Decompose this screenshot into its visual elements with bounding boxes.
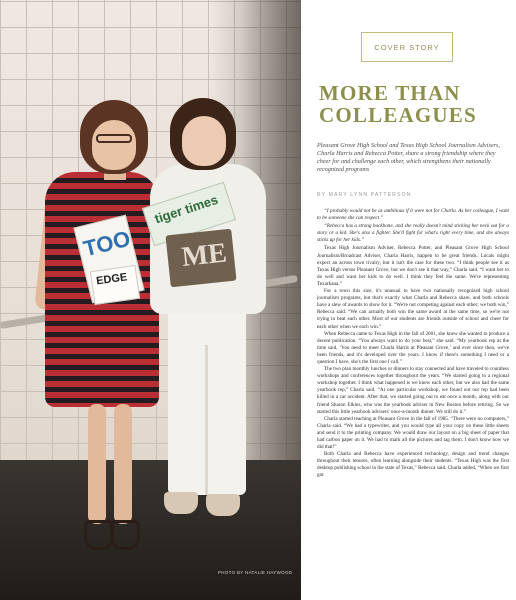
- body-paragraph: For a town this size, it's unusual to have two nationally recognized high school journalism programs, but that's exactly what Charla and Rebecca share, and both schools have a slew of awards to show for it. “We're not competing against each other; we both win,” Rebecca said. “We can actually both win the same award at the same time, so we're not trying to beat each other. Most of our students are friends outside of school and cheer for each other when we each win.”: [317, 288, 509, 330]
- article-body: [317, 208, 509, 598]
- byline: BY MARY LYNN PATTERSON: [317, 192, 412, 198]
- yearbook-me: [165, 229, 236, 288]
- section-label: COVER STORY: [374, 42, 440, 52]
- article-column: [301, 0, 516, 600]
- floor: [0, 460, 301, 600]
- yearbook-me-title: ME: [180, 237, 229, 273]
- dek: Pleasant Grove High School and Texas High School Journalism Advisers, Charla Harris and Rebecca Potter, share a strong friendship where they cheer for and challenge each other, which strengthens their nationally recognized programs: [317, 142, 500, 173]
- magazine-edge: [90, 265, 140, 305]
- body-paragraph: Texas High Journalism Adviser, Rebecca Potter, and Pleasant Grove High School Journalism/Broadcast Adviser, Charla Harris, happen to be great friends. Locals might expect an across town rivalry, but it isn't the case for these two. “I think people see it as Texas High versus Pleasant Grove, but we don't see it that way,” Charla said. “I want her to do well and want her kids to do well. I think they feel the same. We're representing Texarkana.”: [317, 245, 509, 287]
- magazine-edge-title: EDGE: [95, 271, 129, 288]
- newspaper-tiger-times-title: tiger times: [152, 191, 220, 227]
- section-label-box: [361, 32, 453, 62]
- body-paragraph: When Rebecca came to Texas High in the fall of 2001, she knew she wanted to produce a decent publication. “You always want to do your best,” she said. “My yearbook rep at the time said, ‘You need to meet Charla Harris at Pleasant Grove,’ and ever since then, we've been friends, and it's developed over the years. I know if there's something I need or a question I have, she's the first one I call.”: [317, 330, 509, 365]
- body-paragraph: The two plan monthly lunches or dinners to stay connected and have traveled to countless workshops and conferences together throughout the years. “We started going to a regional workshop together. I think what happened is we knew each other, but we also had the same yearbook rep,” Charla said. “At one particular workshop, we found out our rep had been killed in a car accident. After that, we started going out to eat once a month, along with our friend Sharon Elkins, who was the yearbook adviser in New Boston before retiring. So we started this little yearbook advisers' once-a-month dinner. We still do it.”: [317, 366, 509, 415]
- headline: MORE THAN COLLEAGUES: [319, 81, 477, 127]
- pull-quote: “Rebecca has a strong backbone, and she really doesn't mind sticking her neck out for a story or a kid. She's also a fighter. She'll fight for what's right every time, and she always sticks up for her kids.”: [317, 223, 509, 244]
- pull-quote: “I probably would not be as ambitious if it were not for Charla. As her colleague, I want to be someone she can respect.”: [317, 208, 509, 222]
- magazine-too-title: TOO: [80, 225, 133, 262]
- body-paragraph: Both Charla and Rebecca have experienced technology, design and trend changes throughout their tenures, often learning alongside their students. “Texas High was the first desktop publishing school in the state of Texas,” Rebecca said. Charla added, “When we first got: [317, 451, 509, 479]
- body-paragraph: Charla started teaching at Pleasant Grove in the fall of 1985. “There were no computers,” Charla said. “We had a typewriter, and you would type all your copy on these little sheets and send it to the printing company. We would draw our layout on a big sheet of paper that had carbon paper on it. We had to mark all the pictures and tag them. I don't know how we did that!”: [317, 415, 509, 451]
- photo-credit: PHOTO BY NATALIE HAYWOOD: [218, 570, 293, 575]
